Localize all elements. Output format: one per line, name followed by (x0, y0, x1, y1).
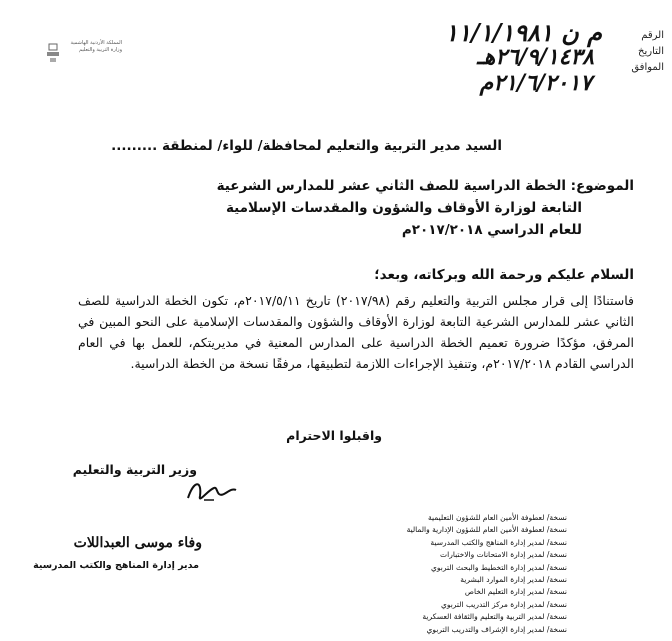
cc-item: نسخة/ لمدير إدارة الموارد البشرية (460, 575, 567, 585)
cc-item: نسخة/ لمدير التربية والتعليم والثقافة العسكرية (422, 612, 567, 622)
logo-line-2: وزارة التربية والتعليم (79, 47, 122, 53)
addressee: السيد مدير التربية والتعليم لمحافظة/ للواء/ لمنطقة ......... (111, 138, 502, 154)
handwritten-date-gregorian: ٢١/٦/٢٠١٧م (479, 70, 592, 96)
handwritten-number: م ن ١١/١/١٩٨١ (445, 18, 602, 47)
subject-line-3: للعام الدراسي ٢٠١٧/٢٠١٨م (401, 222, 582, 238)
cc-item: نسخة/ لمدير إدارة الإشراف والتدريب التربوي (426, 624, 567, 634)
handwritten-date-hijri: ٢٦/٩/١٤٣٨هـ (477, 44, 594, 70)
subject-line-2: التابعة لوزارة الأوقاف والشؤون والمقدسات الإسلامية (225, 200, 582, 216)
signer-name: وفاء موسى العبداللات (73, 535, 202, 551)
crest-icon (46, 42, 60, 64)
letter-body: فاستنادًا إلى قرار مجلس التربية والتعليم رقم (٢٠١٧/٩٨) تاريخ ٢٠١٧/٥/١١م، تكون الخطة الدراسية للصف الثاني عشر للمدارس الشرعية التابعة لوزارة الأوقاف والشؤون والمقدسات الإسلامية على النحو المبين في المرفق، مؤكدًا ضرورة تعميم الخطة الدراسية على المدارس المعنية في مديريتكم، للعمل بها في العام الدراسي القادم ٢٠١٧/٢٠١٨م، وتنفيذ الإجراءات اللازمة لتطبيقها، مرفقًا نسخة من الخطة الدراسية. (78, 293, 634, 371)
subject-block (214, 175, 634, 241)
subject-line-1 (214, 175, 634, 197)
handwritten-signature (180, 470, 240, 510)
greeting: السلام عليكم ورحمة الله وبركاته، وبعد؛ (374, 267, 634, 283)
cc-list (357, 512, 567, 636)
logo-line-1: المملكة الأردنية الهاشمية (70, 40, 122, 46)
ministry-logo (62, 40, 122, 54)
cc-item: نسخة/ لمدير إدارة المناهج والكتب المدرسية (430, 537, 567, 547)
cc-item: نسخة/ لعطوفة الأمين العام للشؤون الإدارية والمالية (406, 525, 567, 535)
cc-item: نسخة/ لمدير إدارة التعليم الخاص (464, 587, 567, 597)
date-label: التاريخ (638, 46, 664, 57)
closing: واقبلوا الاحترام (286, 428, 382, 443)
number-label: الرقم (641, 30, 664, 41)
subject-label: الموضوع: (570, 178, 634, 194)
cc-item: نسخة/ لمدير إدارة مركز التدريب التربوي (440, 599, 567, 609)
subject-text-1: الخطة الدراسية للصف الثاني عشر للمدارس الشرعية (216, 178, 566, 194)
cc-item: نسخة/ لمدير إدارة الامتحانات والاختبارات (440, 550, 567, 560)
signer-role: مدير إدارة المناهج والكتب المدرسية (33, 560, 199, 571)
signer-title: وزير التربية والتعليم (72, 462, 197, 477)
cc-item: نسخة/ لعطوفة الأمين العام للشؤون التعليمية (428, 513, 567, 522)
cc-item: نسخة/ لمدير إدارة التخطيط والبحث التربوي (431, 562, 567, 572)
corresponding-label: الموافق (631, 62, 664, 73)
